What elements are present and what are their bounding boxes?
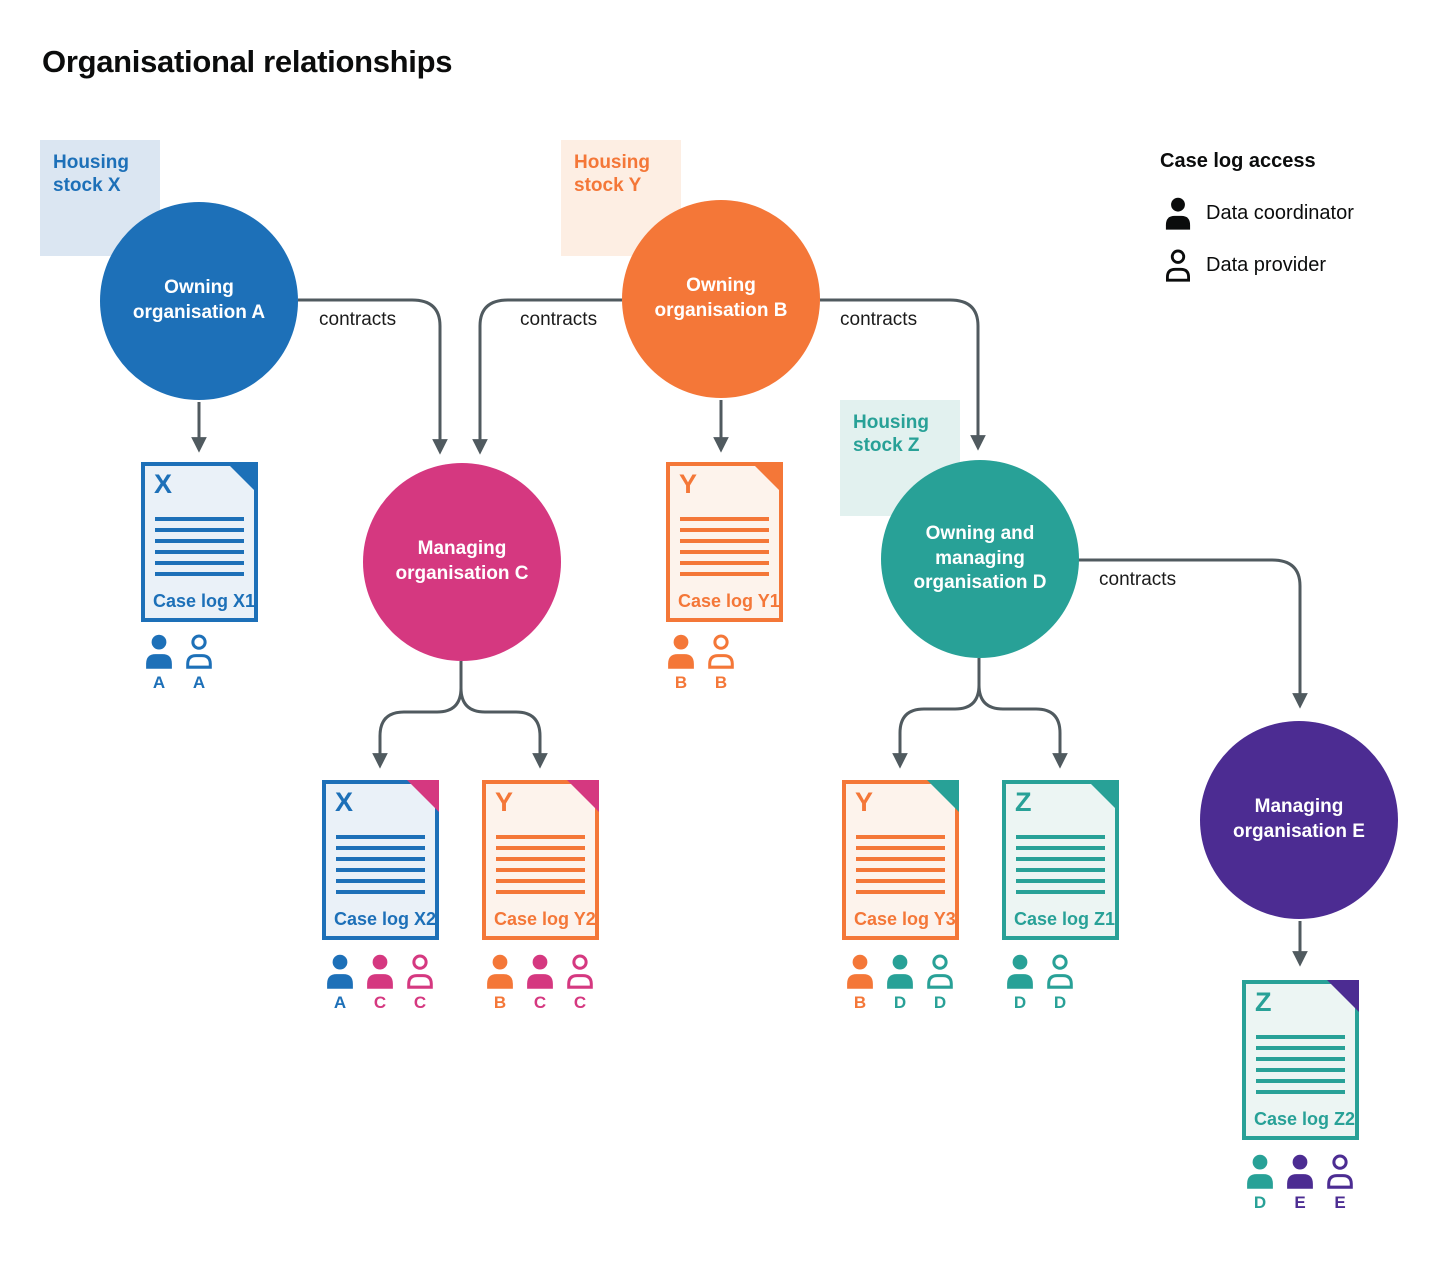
data-coordinator-icon: [324, 953, 356, 1011]
doc-letter: X: [154, 469, 173, 499]
case-log-x1-access: [143, 633, 215, 691]
access-org-letter: D: [1013, 993, 1027, 1012]
case-log-z1-document: [1002, 780, 1119, 940]
doc-caption: Case log X2: [334, 909, 437, 929]
org-a-label: Owning organisation A: [132, 277, 266, 323]
case-log-y1-document: [666, 462, 783, 622]
data-coordinator-icon: [884, 953, 916, 1011]
data-coordinator-icon: [1163, 196, 1193, 230]
access-org-letter: B: [853, 993, 867, 1012]
doc-letter: Y: [495, 787, 514, 817]
org-circle-b: [622, 200, 820, 398]
case-log-y3-access: [844, 953, 956, 1011]
data-coordinator-icon: [364, 953, 396, 1011]
doc-letter: Y: [679, 469, 698, 499]
doc-text-lines: [856, 835, 945, 899]
case-log-z2-document: [1242, 980, 1359, 1140]
access-org-letter: B: [674, 673, 688, 692]
access-org-letter: D: [1053, 993, 1067, 1012]
case-log-x2-document: [322, 780, 439, 940]
data-provider-icon: [1324, 1153, 1356, 1211]
data-coordinator-icon: [143, 633, 175, 691]
housing-stock-y-label: Housing stock Y: [561, 140, 681, 256]
access-org-letter: A: [333, 993, 347, 1012]
folded-corner-icon: [751, 462, 783, 494]
case-log-z1-access: [1004, 953, 1076, 1011]
arrow-d-to-y3: [900, 658, 979, 764]
data-coordinator-icon: [1004, 953, 1036, 1011]
folded-corner-icon: [226, 462, 258, 494]
folded-corner-icon: [1327, 980, 1359, 1012]
doc-caption: Case log Z2: [1254, 1109, 1356, 1129]
access-org-letter: C: [533, 993, 547, 1012]
doc-caption: Case log Y2: [494, 909, 596, 929]
case-log-x1-document: [141, 462, 258, 622]
org-circle-d: [881, 460, 1079, 658]
data-coordinator-icon: [524, 953, 556, 1011]
contracts-label-a-c: contracts: [319, 309, 397, 330]
case-log-y2-access: [484, 953, 596, 1011]
data-provider-icon: [924, 953, 956, 1011]
arrow-c-to-y2: [461, 661, 540, 764]
arrow-c-to-x2: [380, 661, 461, 764]
data-coordinator-icon: [1284, 1153, 1316, 1211]
org-circle-e: [1200, 721, 1398, 919]
access-org-letter: C: [373, 993, 387, 1012]
doc-letter: Z: [1015, 787, 1032, 817]
org-b-label: Owning organisation B: [654, 275, 788, 321]
case-log-y3-document: [842, 780, 959, 940]
access-org-letter: C: [573, 993, 587, 1012]
access-org-letter: B: [714, 673, 728, 692]
legend-data-provider: [1163, 248, 1326, 282]
page-title: Organisational relationships: [42, 44, 453, 79]
contracts-label-b-d: contracts: [840, 309, 918, 330]
data-provider-icon: [183, 633, 215, 691]
contracts-label-d-e: contracts: [1099, 569, 1177, 590]
doc-caption: Case log Y1: [678, 591, 780, 611]
case-log-x2-access: [324, 953, 436, 1011]
folded-corner-icon: [407, 780, 439, 812]
access-org-letter: C: [413, 993, 427, 1012]
org-circle-c: [363, 463, 561, 661]
housing-stock-x-label: Housing stock X: [40, 140, 160, 256]
access-org-letter: D: [893, 993, 907, 1012]
doc-text-lines: [1256, 1035, 1345, 1099]
doc-text-lines: [680, 517, 769, 581]
doc-caption: Case log X1: [153, 591, 256, 611]
org-d-label: Owning and managing organisation D: [913, 522, 1047, 594]
access-org-letter: D: [1253, 1193, 1267, 1212]
legend-data-coordinator: [1163, 196, 1354, 230]
access-org-letter: D: [933, 993, 947, 1012]
org-circle-a: [100, 202, 298, 400]
doc-letter: Z: [1255, 987, 1272, 1017]
data-coordinator-icon: [484, 953, 516, 1011]
case-log-y1-access: [665, 633, 737, 691]
doc-letter: Y: [855, 787, 874, 817]
data-provider-icon: [404, 953, 436, 1011]
legend-title: Case log access: [1160, 150, 1316, 172]
case-log-z2-access: [1244, 1153, 1356, 1211]
legend-label: Data provider: [1206, 253, 1327, 276]
access-org-letter: E: [1334, 1193, 1346, 1212]
housing-stock-z-label: Housing stock Z: [840, 400, 960, 516]
org-c-label: Managing organisation C: [395, 538, 529, 584]
data-coordinator-icon: [1244, 1153, 1276, 1211]
doc-text-lines: [155, 517, 244, 581]
doc-text-lines: [1016, 835, 1105, 899]
contracts-label-b-c: contracts: [520, 309, 598, 330]
folded-corner-icon: [1087, 780, 1119, 812]
doc-caption: Case log Y3: [854, 909, 956, 929]
doc-letter: X: [335, 787, 354, 817]
access-org-letter: B: [493, 993, 507, 1012]
data-provider-icon: [1044, 953, 1076, 1011]
data-provider-icon: [705, 633, 737, 691]
data-coordinator-icon: [844, 953, 876, 1011]
doc-text-lines: [336, 835, 425, 899]
legend-label: Data coordinator: [1206, 201, 1354, 224]
org-e-label: Managing organisation E: [1233, 796, 1365, 842]
access-org-letter: E: [1294, 1193, 1306, 1212]
arrow-d-to-z1: [979, 658, 1060, 764]
data-provider-icon: [564, 953, 596, 1011]
doc-caption: Case log Z1: [1014, 909, 1116, 929]
access-org-letter: A: [192, 673, 206, 692]
doc-text-lines: [496, 835, 585, 899]
access-org-letter: A: [152, 673, 166, 692]
data-provider-icon: [1163, 248, 1193, 282]
data-coordinator-icon: [665, 633, 697, 691]
case-log-y2-document: [482, 780, 599, 940]
folded-corner-icon: [567, 780, 599, 812]
folded-corner-icon: [927, 780, 959, 812]
